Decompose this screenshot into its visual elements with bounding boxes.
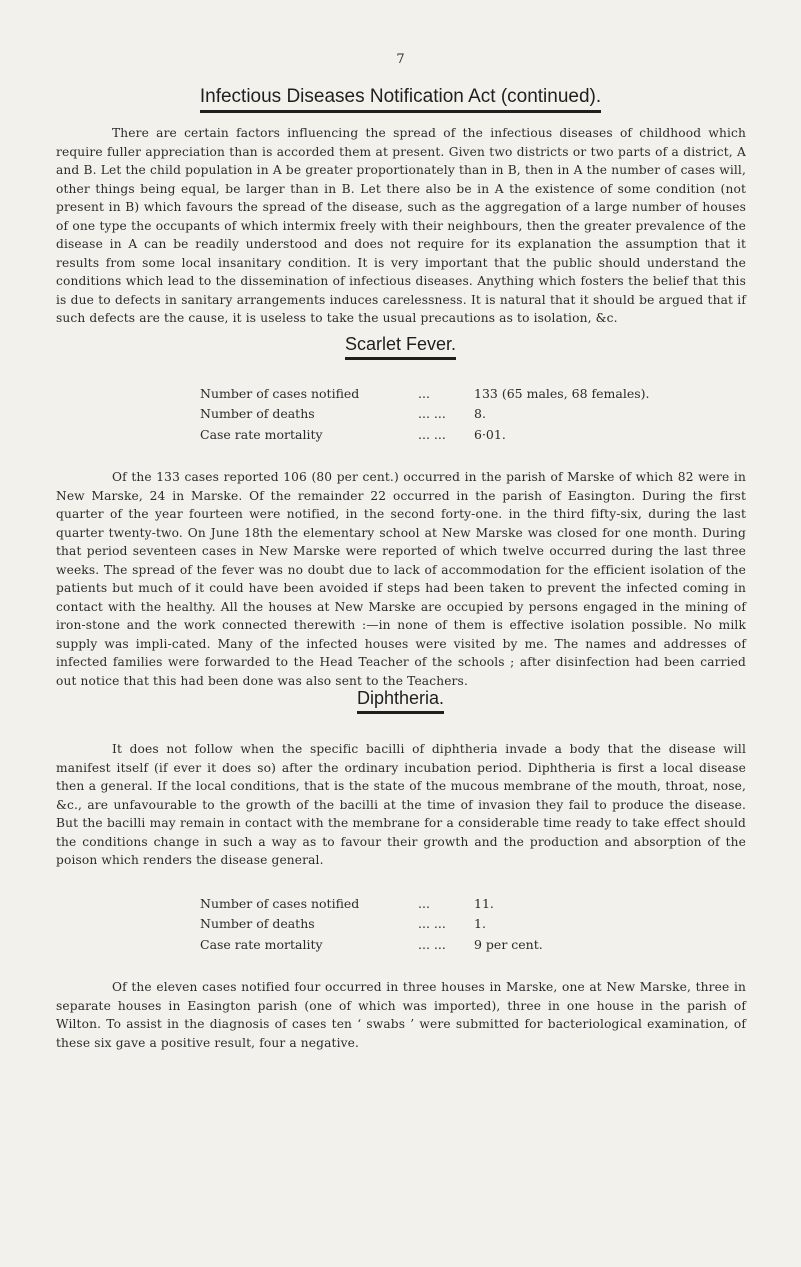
stat-row-mortality — [200, 425, 650, 445]
stat-row-cases — [200, 894, 543, 914]
stat-label: Number of cases notified — [200, 386, 360, 401]
stat-label: Case rate mortality — [200, 936, 323, 952]
intro-paragraph: There are certain factors influencing the spread of the infectious diseases of childhood which require fuller appreciation than is accorded them at present. Given two districts or two parts of a district, A and B. Let the child population in A be greater proportionately than in B, then in A the number of cases will, other things being equal, be larger than in B. Let there also be in A the existence of some condition (not present in B) which favours the spread of the disease, such as the aggregation of a large number of houses of one type the occupants of which intermix freely with their neighbours, then the greater prevalence of the disease in A can be readily understood and does not require for its explanation the assumption that it results from some local insanitary condition. It is very important that the public should understand the conditions which lead to the dissemination of infectious diseases. Anything which fosters the belief that this is due to defects in sanitary arrangements induces carelessness. It is natural that it should be argued that if such defects are the cause, it is useless to take the usual precautions as to isolation, &c. — [56, 126, 746, 325]
stat-leader: ... ... — [418, 916, 446, 932]
diphtheria-paragraph-2: Of the eleven cases notified four occurred in three houses in Marske, one at New Marske, three in separate houses in Easington parish (one of which was imported), three in one house in the parish of Wilton. To assist in the diagnosis of cases ten ‘ swabs ’ were submitted for bacteriological examination, of these six gave a positive result, four a negative. — [56, 980, 746, 1050]
stat-value: 9 per cent. — [474, 936, 543, 952]
stat-row-deaths — [200, 404, 650, 424]
diphtheria-paragraph-1: It does not follow when the specific bacilli of diphtheria invade a body that the disease will manifest itself (if ever it does so) after the ordinary incubation period. Diphtheria is first a local disease then a general. If the local conditions, that is the state of the mucous membrane of the mouth, throat, nose, &c., are unfavourable to the growth of the bacilli at the time of invasion they fail to produce the disease. But the bacilli may remain in contact with the membrane for a considerable time ready to take effect should the conditions change in such a way as to favour their growth and the production and absorption of the poison which renders the disease general. — [56, 742, 746, 867]
stat-value: 133 (65 males, 68 females). — [474, 386, 650, 401]
stat-leader: ... — [418, 896, 430, 911]
scarlet-fever-paragraph: Of the 133 cases reported 106 (80 per cent.) occurred in the parish of Marske of which 82 were in New Marske, 24 in Marske. Of the remainder 22 occurred in the parish of Easington. During the first quarter of the year fourteen were notified, in the second forty-one. in the third fifty-six, during the last quarter twenty-two. On June 18th the elementary school at New Marske was closed for one month. During that period seventeen cases in New Marske were reported of which twelve occurred during the last three weeks. The spread of the fever was no doubt due to lack of accommodation for the efficient isolation of the patients but much of it could have been avoided if steps had been taken to prevent the infected coming in contact with the healthy. All the houses at New Marske are occupied by persons engaged in the mining of iron-stone and the work connected therewith :—in none of them is effective isolation possible. No milk supply was impli-cated. Many of the infected houses were visited by me. The names and addresses of infected families were forwarded to the Head Teacher of the schools ; after disinfection had been carried out notice that this had been done was also sent to the Teachers. — [56, 470, 746, 688]
stat-row-mortality — [200, 935, 543, 955]
stat-leader: ... — [418, 386, 430, 401]
scarlet-fever-stats — [200, 384, 650, 445]
diphtheria-stats — [200, 894, 543, 955]
stat-leader: ... ... — [418, 406, 446, 422]
page-title-text: Infectious Diseases Notification Act (continued). — [200, 86, 601, 113]
page-title — [0, 86, 801, 113]
stat-value: 1. — [474, 916, 486, 932]
stat-row-cases — [200, 384, 650, 404]
diphtheria-heading-text: Diphtheria. — [357, 688, 444, 714]
stat-label: Number of deaths — [200, 916, 315, 932]
stat-label: Number of cases notified — [200, 896, 360, 911]
stat-value: 8. — [474, 406, 486, 422]
stat-leader: ... ... — [418, 426, 446, 442]
stat-label: Number of deaths — [200, 406, 315, 422]
diphtheria-heading — [0, 688, 801, 714]
scarlet-fever-heading-text: Scarlet Fever. — [345, 334, 456, 360]
stat-row-deaths — [200, 914, 543, 934]
stat-label: Case rate mortality — [200, 426, 323, 442]
scarlet-fever-heading — [0, 334, 801, 360]
page-number: 7 — [396, 52, 405, 67]
stat-value: 6·01. — [474, 426, 506, 442]
stat-value: 11. — [474, 896, 494, 911]
stat-leader: ... ... — [418, 936, 446, 952]
